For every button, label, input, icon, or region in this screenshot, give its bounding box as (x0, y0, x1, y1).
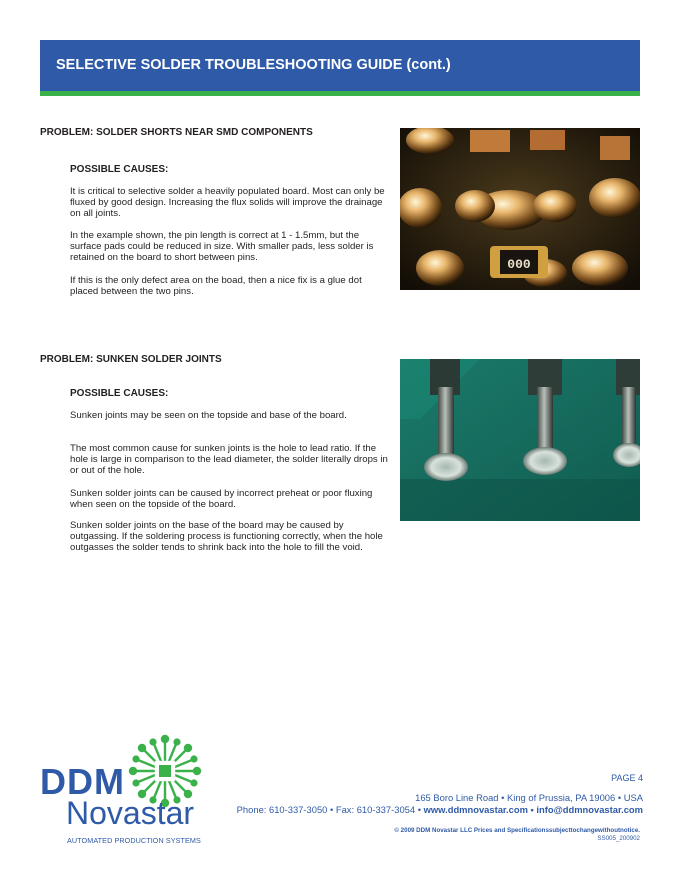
problem-heading-sunken-joints: PROBLEM: SUNKEN SOLDER JOINTS (40, 354, 222, 365)
page-title: SELECTIVE SOLDER TROUBLESHOOTING GUIDE (cont.) (56, 57, 451, 73)
possible-causes-heading: POSSIBLE CAUSES: (70, 388, 169, 399)
sunken-joints-photo (400, 359, 640, 521)
logo-wordmark-ddm: DDM (40, 761, 125, 802)
phone-fax: Phone: 610-337-3050 • Fax: 610-337-3054 • (236, 804, 424, 815)
logo-wordmark-novastar: Novastar (66, 795, 195, 831)
resistor-label: 000 (507, 257, 531, 272)
page-number: PAGE 4 (611, 773, 643, 783)
paragraph: If this is the only defect area on the boad, then a nice fix is a glue dot placed between the two pins. (70, 275, 362, 297)
problem-heading-solder-shorts: PROBLEM: SOLDER SHORTS NEAR SMD COMPONENTS (40, 127, 313, 138)
contact-line (237, 804, 643, 815)
paragraph: Sunken joints may be seen on the topside and base of the board. (70, 410, 347, 421)
paragraph: The most common cause for sunken joints is the hole to lead ratio. If the hole is large in comparison to the lead diameter, the solder literally drops in or out of the hole. (70, 443, 388, 476)
header-green-rule (40, 91, 640, 96)
possible-causes-heading: POSSIBLE CAUSES: (70, 164, 169, 175)
company-address: 165 Boro Line Road • King of Prussia, PA 19006 • USA (415, 792, 643, 803)
paragraph: Sunken solder joints on the base of the board may be caused by outgassing. If the soldering process is functioning correctly, when the hole outgasses the solder tends to shrink back into the hole to fill the void. (70, 520, 383, 553)
paragraph: In the example shown, the pin length is correct at 1 - 1.5mm, but the surface pads could be reduced in size. With smaller pads, less solder is retained on the board to short between pins. (70, 230, 374, 263)
paragraph: Sunken solder joints can be caused by incorrect preheat or poor fluxing when seen on the topside of the board. (70, 488, 373, 510)
copyright-notice: © 2009 DDM Novastar LLC Prices and Specificationssubjecttochangewithoutnotice. (394, 827, 640, 834)
page-header (40, 40, 640, 91)
document-id: SS005_200902 (597, 835, 640, 842)
logo-tagline: AUTOMATED PRODUCTION SYSTEMS (67, 836, 201, 845)
solder-shorts-photo (400, 128, 640, 290)
website-email-link[interactable]: www.ddmnovastar.com • info@ddmnovastar.com (423, 804, 643, 815)
paragraph: It is critical to selective solder a heavily populated board. Most can only be fluxed by good design. Increasing the flux solids will improve the drainage on all joints. (70, 186, 385, 219)
